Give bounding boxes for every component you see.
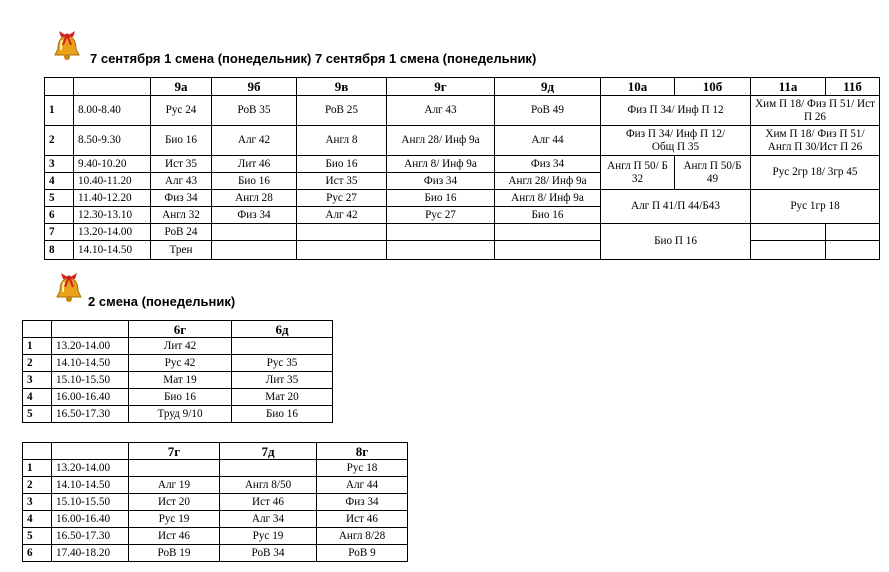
shift2-title: 2 смена (понедельник) (88, 294, 236, 309)
lesson-number: 4 (23, 511, 52, 528)
cell-6d: Мат 20 (232, 389, 333, 406)
lesson-number: 1 (23, 460, 52, 477)
table-row (45, 190, 880, 207)
table-header-row (45, 78, 880, 96)
cell-9v: РоВ 25 (297, 96, 387, 126)
lesson-time: 10.40-11.20 (74, 173, 151, 190)
cell-7d: РоВ 34 (220, 545, 317, 562)
cell-9b (212, 224, 297, 241)
cell-8g: Англ 8/28 (317, 528, 408, 545)
lesson-time: 13.20-14.00 (52, 338, 129, 355)
table-row (23, 545, 408, 562)
table-row (23, 355, 333, 372)
table-row (45, 224, 880, 241)
lesson-time: 9.40-10.20 (74, 156, 151, 173)
lesson-number: 6 (23, 545, 52, 562)
cell-9g: Рус 27 (387, 207, 495, 224)
header-9d: 9д (495, 78, 601, 96)
lesson-time: 16.50-17.30 (52, 406, 129, 423)
cell-9a: Трен (151, 241, 212, 260)
cell-6d: Био 16 (232, 406, 333, 423)
table-row (23, 494, 408, 511)
cell-8g: Рус 18 (317, 460, 408, 477)
lesson-time: 13.20-14.00 (52, 460, 129, 477)
cell-7g: Рус 19 (129, 511, 220, 528)
header-9a: 9а (151, 78, 212, 96)
header-11a: 11а (751, 78, 826, 96)
header-8g: 8г (317, 443, 408, 460)
cell-7g: Ист 20 (129, 494, 220, 511)
cell-9g: Англ 28/ Инф 9а (387, 126, 495, 156)
lesson-time: 11.40-12.20 (74, 190, 151, 207)
lesson-number: 4 (45, 173, 74, 190)
table-row (23, 406, 333, 423)
cell-9d: РоВ 49 (495, 96, 601, 126)
cell-9v: Рус 27 (297, 190, 387, 207)
shift1-schedule-table (44, 77, 880, 260)
cell-7g (129, 460, 220, 477)
cell-9g: Био 16 (387, 190, 495, 207)
lesson-number: 2 (45, 126, 74, 156)
cell-9g (387, 224, 495, 241)
cell-6g: Био 16 (129, 389, 232, 406)
cell-9b: Лит 46 (212, 156, 297, 173)
header-6g: 6г (129, 321, 232, 338)
lesson-time: 15.10-15.50 (52, 494, 129, 511)
cell-8g: Физ 34 (317, 494, 408, 511)
cell-9v: Алг 42 (297, 207, 387, 224)
lesson-number: 1 (23, 338, 52, 355)
table-header-row (23, 443, 408, 460)
cell-11b (826, 224, 880, 241)
cell-8g: Ист 46 (317, 511, 408, 528)
lesson-time: 13.20-14.00 (74, 224, 151, 241)
lesson-number: 1 (45, 96, 74, 126)
cell-7d: Алг 34 (220, 511, 317, 528)
header-10a: 10а (601, 78, 675, 96)
cell-9d: Био 16 (495, 207, 601, 224)
cell-9v: Био 16 (297, 156, 387, 173)
lesson-number: 6 (45, 207, 74, 224)
cell-6d: Рус 35 (232, 355, 333, 372)
cell-9g: Англ 8/ Инф 9а (387, 156, 495, 173)
table-row (45, 241, 880, 260)
cell-9d: Алг 44 (495, 126, 601, 156)
cell-9g (387, 241, 495, 260)
lesson-time: 12.30-13.10 (74, 207, 151, 224)
cell-7d: Рус 19 (220, 528, 317, 545)
cell-9b (212, 241, 297, 260)
lesson-time: 8.50-9.30 (74, 126, 151, 156)
cell-7g: Ист 46 (129, 528, 220, 545)
cell-9d: Англ 28/ Инф 9а (495, 173, 601, 190)
cell-9b: Био 16 (212, 173, 297, 190)
table-row (23, 338, 333, 355)
header-11b: 11б (826, 78, 880, 96)
header-9v: 9в (297, 78, 387, 96)
cell-9v (297, 241, 387, 260)
lesson-time: 8.00-8.40 (74, 96, 151, 126)
cell-9a: Ист 35 (151, 156, 212, 173)
cell-11-group: Хим П 18/ Физ П 51/ Англ П 30/Ист П 26 (751, 126, 880, 156)
header-9b: 9б (212, 78, 297, 96)
cell-8g: РоВ 9 (317, 545, 408, 562)
lesson-number: 3 (23, 494, 52, 511)
cell-6d: Лит 35 (232, 372, 333, 389)
lesson-number: 4 (23, 389, 52, 406)
table-row (45, 96, 880, 126)
cell-9d: Физ 34 (495, 156, 601, 173)
cell-9a: Рус 24 (151, 96, 212, 126)
cell-9d: Англ 8/ Инф 9а (495, 190, 601, 207)
shift2-schedule-table-7-8 (22, 442, 408, 562)
table-row (23, 511, 408, 528)
cell-9a: Био 16 (151, 126, 212, 156)
lesson-time: 14.10-14.50 (52, 355, 129, 372)
table-row (45, 156, 880, 173)
cell-6g: Рус 42 (129, 355, 232, 372)
shift1-title: 7 сентября 1 смена (понедельник) 7 сентября 1 смена (понедельник) (90, 51, 537, 66)
header-7d: 7д (220, 443, 317, 460)
lesson-number: 3 (23, 372, 52, 389)
cell-7d: Ист 46 (220, 494, 317, 511)
lesson-time: 16.50-17.30 (52, 528, 129, 545)
cell-10b: Англ П 50/Б 49 (675, 156, 751, 190)
table-row (23, 477, 408, 494)
cell-10a: Англ П 50/ Б 32 (601, 156, 675, 190)
header-9g: 9г (387, 78, 495, 96)
cell-9a: Алг 43 (151, 173, 212, 190)
table-row (23, 528, 408, 545)
lesson-time: 14.10-14.50 (74, 241, 151, 260)
cell-9a: Англ 32 (151, 207, 212, 224)
lesson-number: 3 (45, 156, 74, 173)
table-row (23, 372, 333, 389)
cell-8g: Алг 44 (317, 477, 408, 494)
cell-10-group: Физ П 34/ Инф П 12 (601, 96, 751, 126)
cell-6g: Мат 19 (129, 372, 232, 389)
cell-11a (751, 224, 826, 241)
lesson-time: 15.10-15.50 (52, 372, 129, 389)
cell-11b (826, 241, 880, 260)
cell-7d (220, 460, 317, 477)
header-7g: 7г (129, 443, 220, 460)
header-10b: 10б (675, 78, 751, 96)
cell-9b: Англ 28 (212, 190, 297, 207)
cell-10-group: Алг П 41/П 44/Б43 (601, 190, 751, 224)
lesson-time: 17.40-18.20 (52, 545, 129, 562)
lesson-number: 7 (45, 224, 74, 241)
lesson-number: 2 (23, 355, 52, 372)
cell-9b: Алг 42 (212, 126, 297, 156)
cell-10-group: Био П 16 (601, 224, 751, 260)
lesson-number: 2 (23, 477, 52, 494)
cell-9g: Физ 34 (387, 173, 495, 190)
cell-11-group: Рус 1гр 18 (751, 190, 880, 224)
table-row (23, 460, 408, 477)
cell-11a (751, 241, 826, 260)
school-bell-icon (52, 272, 86, 306)
header-6d: 6д (232, 321, 333, 338)
table-row (23, 389, 333, 406)
cell-9a: РоВ 24 (151, 224, 212, 241)
school-bell-icon (50, 30, 84, 64)
shift2-schedule-table-6 (22, 320, 333, 423)
lesson-number: 5 (23, 528, 52, 545)
lesson-time: 16.00-16.40 (52, 389, 129, 406)
table-header-row (23, 321, 333, 338)
cell-9b: Физ 34 (212, 207, 297, 224)
cell-9d (495, 224, 601, 241)
cell-11-group: Хим П 18/ Физ П 51/ Ист П 26 (751, 96, 880, 126)
lesson-number: 8 (45, 241, 74, 260)
cell-10-group: Физ П 34/ Инф П 12/ Общ П 35 (601, 126, 751, 156)
cell-6g: Лит 42 (129, 338, 232, 355)
cell-9g: Алг 43 (387, 96, 495, 126)
cell-9a: Физ 34 (151, 190, 212, 207)
cell-7g: РоВ 19 (129, 545, 220, 562)
lesson-number: 5 (23, 406, 52, 423)
cell-7d: Англ 8/50 (220, 477, 317, 494)
cell-6d (232, 338, 333, 355)
cell-6g: Труд 9/10 (129, 406, 232, 423)
cell-7g: Алг 19 (129, 477, 220, 494)
lesson-time: 16.00-16.40 (52, 511, 129, 528)
cell-9v: Ист 35 (297, 173, 387, 190)
cell-9d (495, 241, 601, 260)
lesson-time: 14.10-14.50 (52, 477, 129, 494)
cell-9b: РоВ 35 (212, 96, 297, 126)
table-row (45, 126, 880, 156)
lesson-number: 5 (45, 190, 74, 207)
cell-9v (297, 224, 387, 241)
cell-11-group: Рус 2гр 18/ 3гр 45 (751, 156, 880, 190)
cell-9v: Англ 8 (297, 126, 387, 156)
